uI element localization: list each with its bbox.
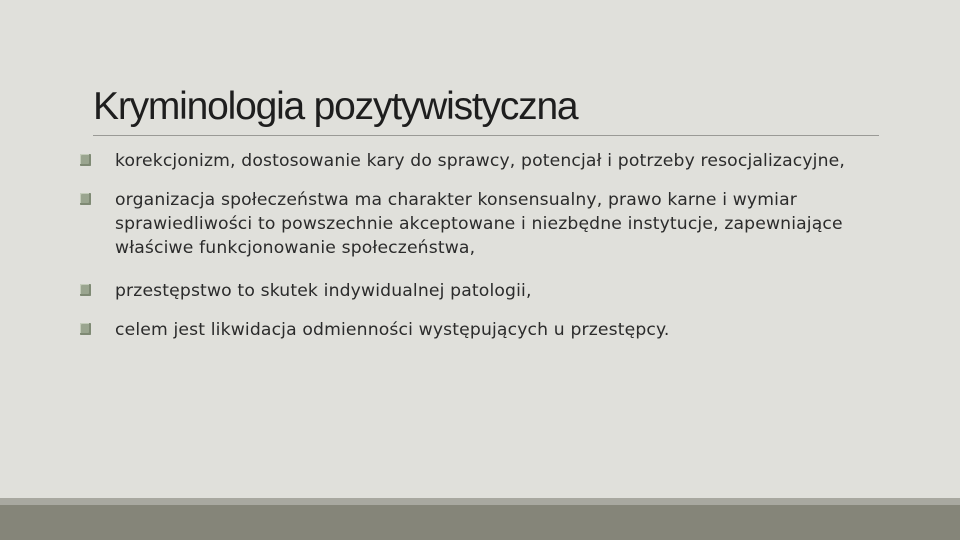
slide-title: Kryminologia pozytywistyczna — [93, 85, 578, 128]
bullet-list — [80, 149, 920, 342]
bullet-item — [80, 149, 920, 173]
bullet-text: korekcjonizm, dostosowanie kary do sprawcy, potencjał i potrzeby resocjalizacyjne, — [115, 151, 845, 171]
bullet-item — [80, 188, 920, 260]
square-bullet-icon — [80, 154, 91, 166]
bullet-item — [80, 318, 920, 342]
square-bullet-icon — [80, 193, 91, 205]
bullet-text: przestępstwo to skutek indywidualnej patologii, — [115, 281, 532, 301]
bullet-text: celem jest likwidacja odmienności występujących u przestępcy. — [115, 320, 670, 340]
bullet-text: organizacja społeczeństwa ma charakter konsensualny, prawo karne i wymiar sprawiedliwości to powszechnie akceptowane i niezbędne instytucje, zapewniające właściwe funkcjonowanie społeczeństwa, — [115, 190, 843, 258]
title-underline — [93, 135, 879, 136]
square-bullet-icon — [80, 284, 91, 296]
bullet-item — [80, 279, 920, 303]
footer-bar-highlight — [0, 498, 960, 505]
square-bullet-icon — [80, 323, 91, 335]
